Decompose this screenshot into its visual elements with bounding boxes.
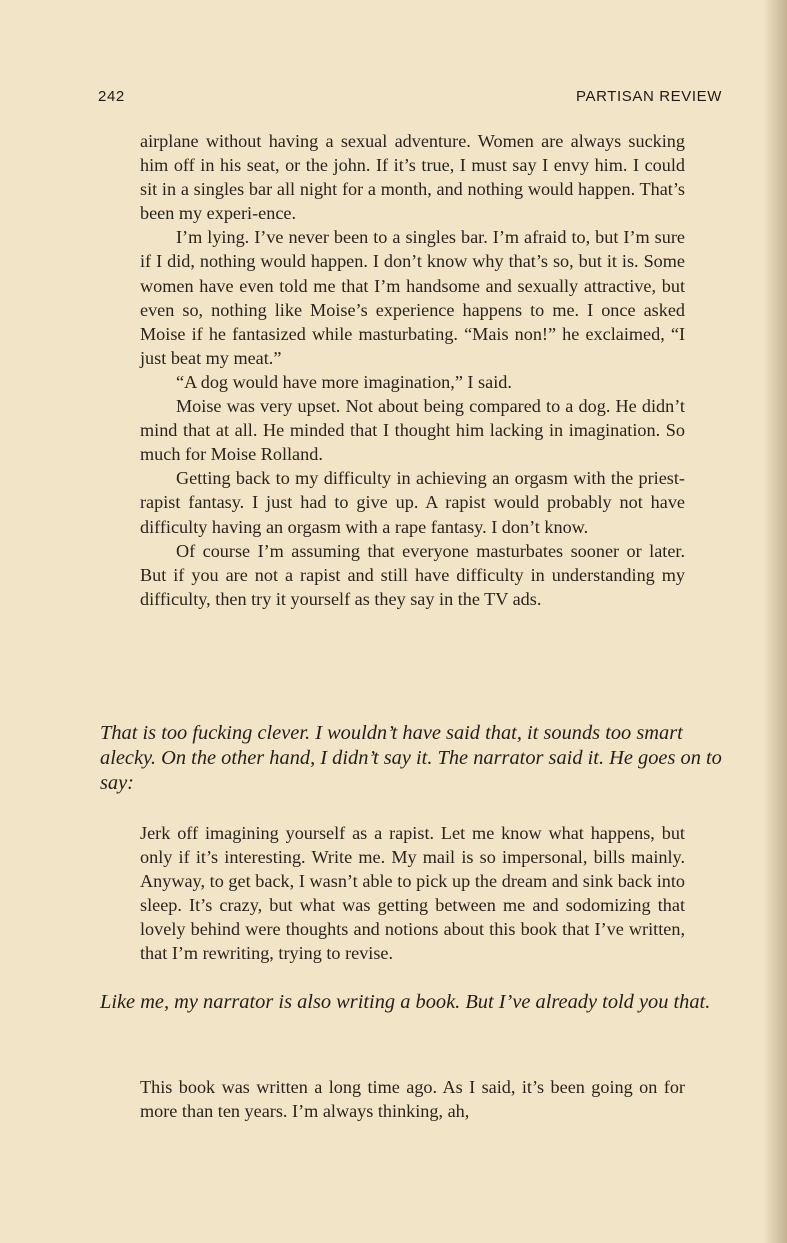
journal-title: PARTISAN REVIEW	[576, 88, 722, 105]
excerpt-paragraph: airplane without having a sexual adventure. Women are always sucking him off in his seat, or the john. If it’s true, I must say I envy him. I could sit in a singles bar all night for a month, and nothing would happen. That’s been my experi-ence.	[140, 131, 685, 224]
novel-excerpt-2	[140, 821, 685, 966]
author-commentary-2: Like me, my narrator is also writing a book. But I’ve already told you that.	[100, 991, 711, 1013]
running-head	[98, 88, 722, 108]
excerpt-paragraph: Of course I’m assuming that everyone masturbates sooner or later. But if you are not a rapist and still have difficulty in understanding my difficulty, then try it yourself as they say in the TV ads.	[140, 540, 685, 609]
page-number: 242	[98, 88, 125, 105]
author-commentary-1: That is too fucking clever. I wouldn’t have said that, it sounds too smart alecky. On the other hand, I didn’t say it. The narrator said it. He goes on to say:	[100, 722, 722, 794]
excerpt-paragraph: I’m lying. I’ve never been to a singles bar. I’m afraid to, but I’m sure if I did, nothing would happen. I don’t know why that’s so, but it is. Some women have even told me that I’m handsome and sexually attractive, but even so, nothing like Moise’s experience happens to me. I once asked Moise if he fantasized while masturbating. “Mais non!” he exclaimed, “I just beat my meat.”	[140, 227, 685, 368]
excerpt-paragraph: This book was written a long time ago. As I said, it’s been going on for more than ten years. I’m always thinking, ah,	[140, 1077, 685, 1122]
excerpt-paragraph: Getting back to my difficulty in achieving an orgasm with the priest-rapist fantasy. I just had to give up. A rapist would probably not have difficulty having an orgasm with a rape fantasy. I don’t know.	[140, 468, 685, 537]
excerpt-paragraph: “A dog would have more imagination,” I said.	[176, 371, 512, 392]
excerpt-paragraph: Jerk off imagining yourself as a rapist. Let me know what happens, but only if it’s interesting. Write me. My mail is so impersonal, bills mainly. Anyway, to get back, I wasn’t able to pick up the dream and sink back into sleep. It’s crazy, but what was getting between me and sodomizing that lovely behind were thoughts and notions about this book that I’ve written, that I’m rewriting, trying to revise.	[140, 823, 685, 964]
novel-excerpt-3	[140, 1075, 685, 1123]
novel-excerpt-1	[140, 129, 685, 611]
excerpt-paragraph: Moise was very upset. Not about being compared to a dog. He didn’t mind that at all. He minded that I thought him lacking in imagination. So much for Moise Rolland.	[140, 396, 685, 465]
